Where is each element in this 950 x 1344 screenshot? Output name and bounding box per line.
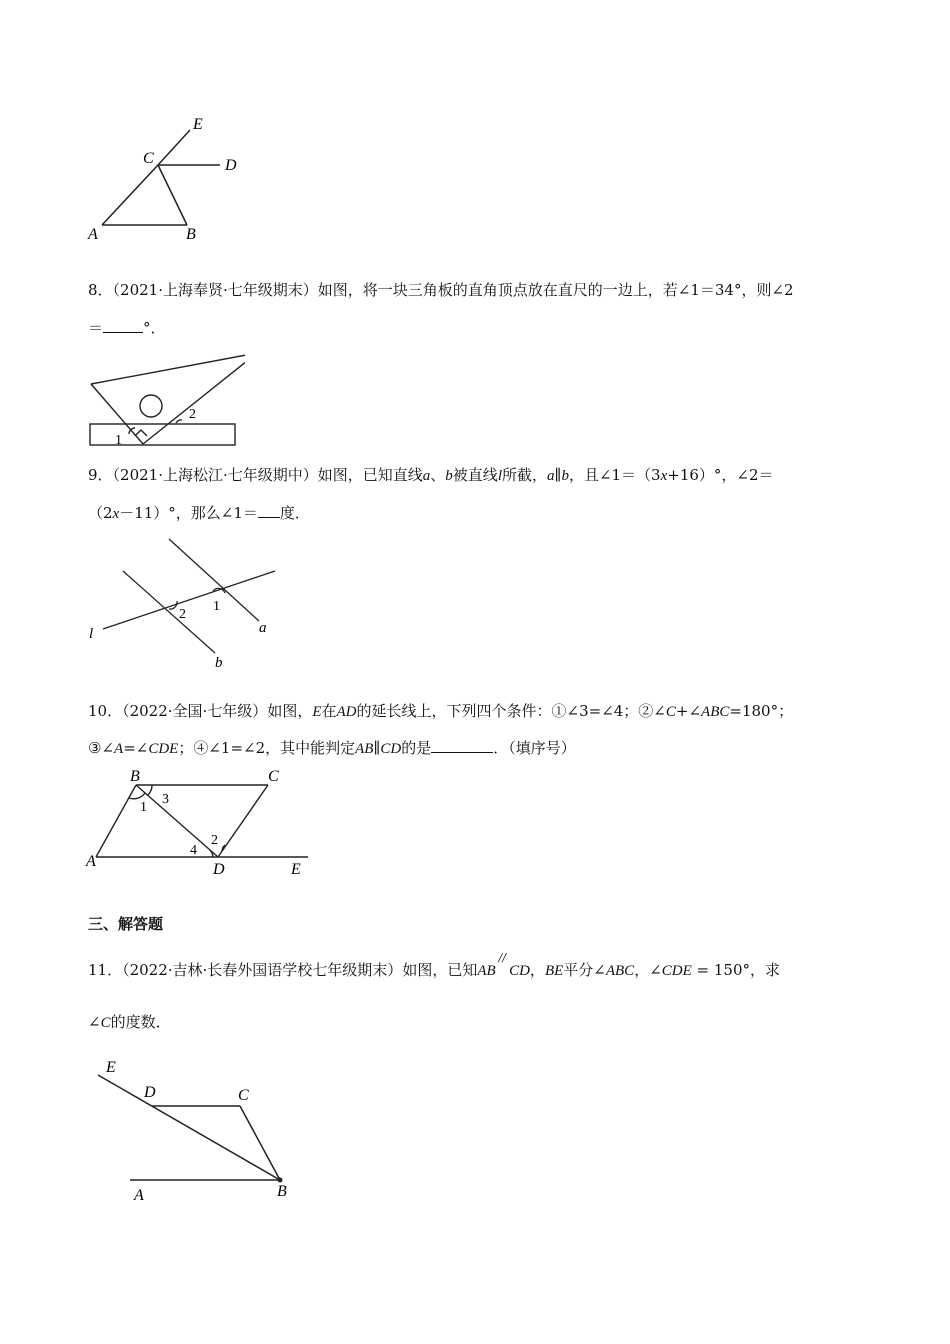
figure-q8 — [85, 348, 245, 450]
q10-number: 10． — [88, 702, 123, 720]
q10-text: =180°； — [729, 702, 794, 720]
var-C: C — [665, 704, 676, 720]
q8-source: （2021·上海奉贤·七年级期末） — [112, 281, 318, 299]
q8-equals: ＝ — [88, 319, 104, 337]
q9-number: 9． — [88, 466, 113, 484]
question-8-line2 — [88, 318, 166, 338]
section-title: 三、解答题 — [88, 915, 164, 933]
label-E: E — [291, 861, 301, 878]
var-BE: BE — [544, 963, 564, 979]
label-2: 2 — [179, 607, 186, 622]
q10-text: 在 — [321, 702, 337, 720]
q9-text: ，且∠1＝（3 — [568, 466, 661, 484]
var-CDE: CDE — [661, 963, 692, 979]
label-C: C — [143, 150, 154, 167]
var-CDE: CDE — [148, 741, 179, 757]
question-8-line1 — [88, 280, 794, 300]
q9-text: 所截， — [501, 466, 547, 484]
label-C: C — [268, 768, 279, 785]
q11-number: 11． — [88, 961, 123, 979]
q9-source: （2021·上海松江·七年级期中） — [112, 466, 318, 484]
label-3: 3 — [162, 792, 169, 807]
q8-text: 如图，将一块三角板的直角顶点放在直尺的一边上，若∠1＝34°，则∠2 — [317, 281, 794, 299]
var-C: C — [100, 1015, 111, 1031]
var-ABC: ABC — [605, 963, 635, 979]
q11-text: = 150°，求 — [691, 961, 781, 979]
q10-text: =∠ — [123, 739, 149, 757]
q9-text: 被直线 — [452, 466, 498, 484]
q10-text: ．（填序号） — [493, 739, 576, 757]
q11-text: 的度数． — [110, 1013, 171, 1031]
question-11-line1 — [88, 951, 781, 982]
q10-source: （2022·全国·七年级） — [122, 702, 268, 720]
q11-text: ∠ — [88, 1013, 101, 1031]
q9-sep: 、 — [430, 466, 446, 484]
q9-answer-blank[interactable] — [258, 503, 280, 518]
q11-source: （2022·吉林·长春外国语学校七年级期末） — [122, 961, 403, 979]
q8-answer-blank[interactable] — [103, 318, 143, 333]
var-ABC: ABC — [701, 704, 730, 720]
q11-text: ， — [529, 961, 545, 979]
q10-text: 的延长线上，下列四个条件：①∠3=∠4；②∠ — [356, 702, 666, 720]
question-9-line1 — [88, 465, 774, 486]
figure-q9 — [85, 535, 285, 675]
q11-text: 如图，已知 — [402, 961, 478, 979]
label-b: b — [215, 655, 223, 671]
var-x: x — [660, 468, 668, 484]
parallel-symbol: ∥ — [554, 466, 562, 484]
q9-text: +16）°，∠2＝ — [667, 466, 774, 484]
var-AD: AD — [336, 704, 357, 720]
q11-text: ，∠ — [634, 961, 662, 979]
q9-text: 度． — [279, 504, 310, 522]
parallel-symbol: // — [498, 951, 507, 964]
label-B: B — [186, 226, 196, 243]
label-D: D — [144, 1084, 156, 1101]
var-b: b — [561, 468, 569, 484]
q10-text: 如图， — [267, 702, 313, 720]
var-AB: AB — [477, 963, 496, 979]
var-l: l — [497, 468, 502, 484]
var-a: a — [547, 468, 555, 484]
label-B: B — [277, 1183, 287, 1200]
label-A: A — [86, 853, 96, 870]
label-D: D — [225, 157, 237, 174]
q10-text: +∠ — [675, 702, 702, 720]
label-4: 4 — [190, 843, 197, 858]
label-E: E — [193, 116, 203, 133]
label-a: a — [259, 620, 267, 636]
question-11-line2 — [88, 1012, 171, 1033]
parallel-symbol: ∥ — [373, 739, 381, 757]
label-D: D — [213, 861, 225, 878]
label-2: 2 — [189, 407, 196, 422]
label-2: 2 — [211, 833, 218, 848]
var-A: A — [114, 741, 124, 757]
var-a: a — [422, 468, 431, 484]
var-E: E — [312, 704, 322, 720]
var-b: b — [445, 468, 453, 484]
q9-text: （2 — [88, 504, 113, 522]
q8-number: 8． — [88, 281, 113, 299]
var-CD: CD — [380, 741, 402, 757]
label-1: 1 — [213, 599, 220, 614]
label-l: l — [89, 626, 94, 642]
label-A: A — [88, 226, 98, 243]
var-x: x — [112, 506, 120, 522]
q11-text: 平分∠ — [563, 961, 606, 979]
label-B: B — [130, 768, 140, 785]
q8-degree: °． — [143, 319, 166, 337]
q9-text: 如图，已知直线 — [317, 466, 423, 484]
q10-text: ③∠ — [88, 739, 115, 757]
label-1: 1 — [115, 433, 122, 448]
label-A: A — [134, 1187, 144, 1204]
question-10-line1 — [88, 701, 793, 722]
question-10-line2 — [88, 738, 576, 759]
q10-text: ；④∠1=∠2，其中能判定 — [178, 739, 356, 757]
figure-q11 — [90, 1050, 310, 1210]
q10-text: 的是 — [401, 739, 432, 757]
q9-text: －11）°，那么∠1＝ — [119, 504, 258, 522]
label-E: E — [106, 1059, 116, 1076]
figure-q10 — [82, 765, 322, 880]
var-CD: CD — [509, 963, 530, 979]
label-1: 1 — [140, 800, 147, 815]
var-AB: AB — [355, 741, 374, 757]
q10-answer-blank[interactable] — [431, 738, 493, 753]
label-C: C — [238, 1087, 249, 1104]
question-9-line2 — [88, 503, 310, 524]
figure-q7 — [80, 105, 270, 245]
